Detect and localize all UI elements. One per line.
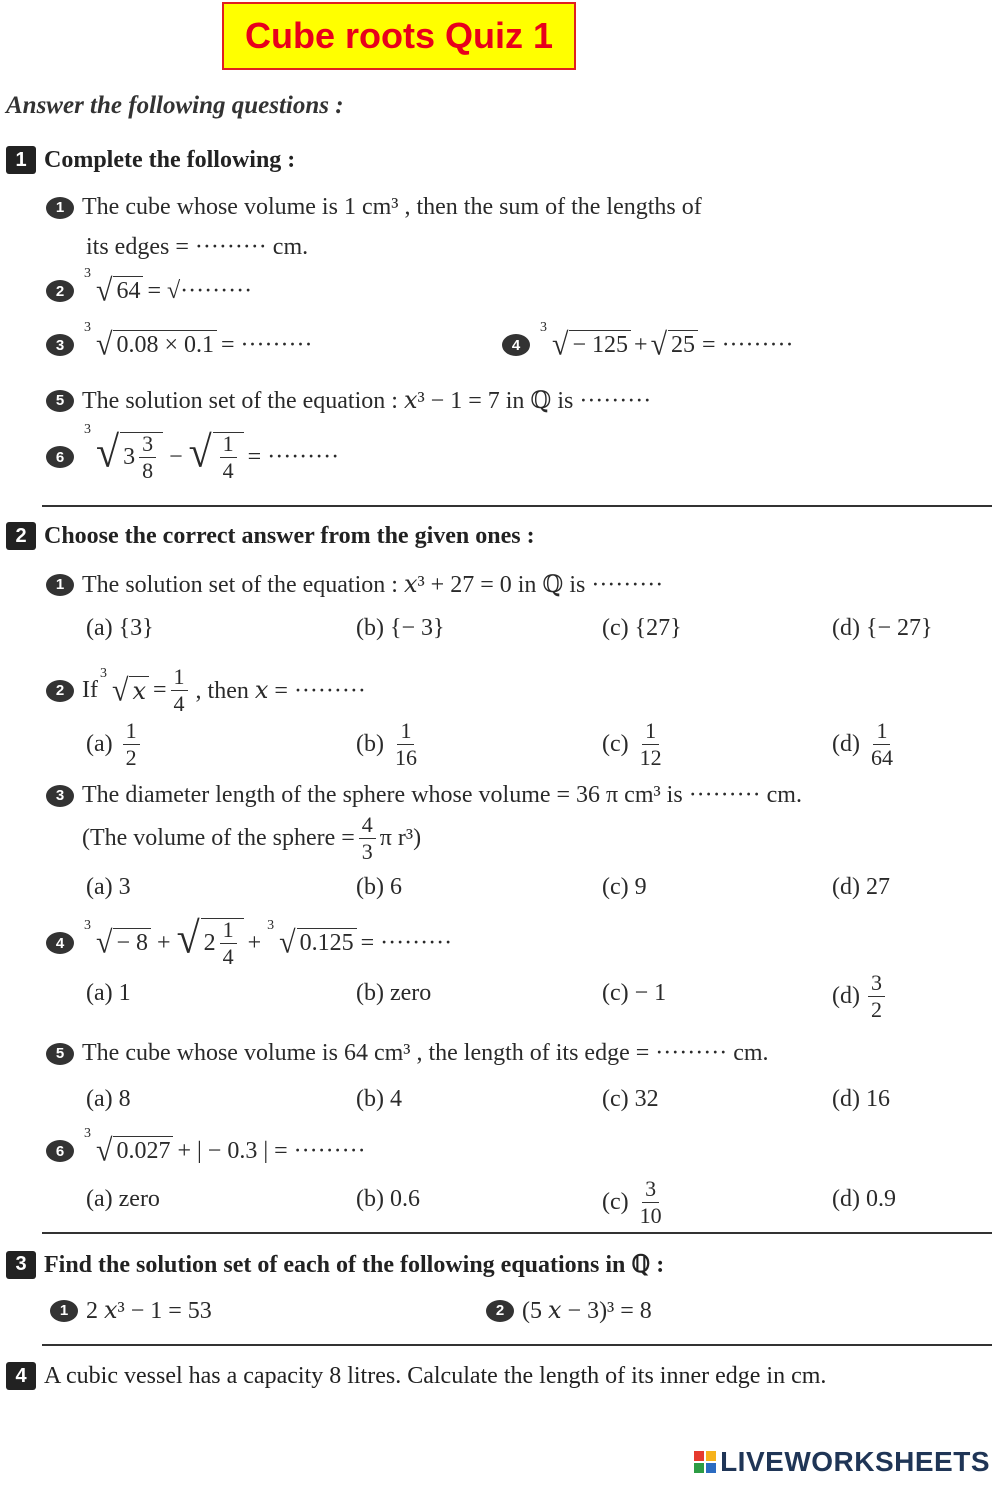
cube-root: 3 √ − 125 xyxy=(552,330,631,360)
s3-question-2 xyxy=(486,1296,652,1325)
section-divider xyxy=(42,505,992,507)
section-1-header xyxy=(6,146,295,174)
s1-question-3 xyxy=(46,320,313,362)
question-text: The solution set of the equation : 𝑥³ − 1 = 7 in ℚ is ········· xyxy=(82,388,652,414)
option-c[interactable]: (c) $\frac{3}{10}$ xyxy=(602,1176,662,1228)
option-c[interactable]: (c) $\frac{1}{12}$ xyxy=(602,718,662,770)
section-number-badge: 3 xyxy=(6,1251,36,1279)
question-text: 2 𝑥³ − 1 = 53 xyxy=(86,1298,212,1324)
question-number-badge: 4 xyxy=(502,334,530,356)
s2-question-2: 2 If 3 √ 𝑥 = $\frac{1}{4}$ , then 𝑥 = ········· xyxy=(46,666,366,715)
question-text: = ········· xyxy=(247,443,340,470)
option-d[interactable]: (d) 27 xyxy=(832,874,890,900)
option-d[interactable]: (d) {− 27} xyxy=(832,615,933,641)
option-b[interactable]: (b) 0.6 xyxy=(356,1186,420,1212)
question-text: = ········· xyxy=(702,331,794,358)
section-divider xyxy=(42,1232,992,1234)
question-number-badge: 4 xyxy=(46,932,74,954)
question-text: , then 𝑥 = ········· xyxy=(195,678,366,704)
s2-question-5 xyxy=(46,1040,769,1067)
question-number-badge: 1 xyxy=(46,574,74,596)
s2-question-3 xyxy=(46,782,802,809)
section-2-header xyxy=(6,522,535,550)
option-b[interactable]: (b) 6 xyxy=(356,874,402,900)
option-d[interactable]: (d) $\frac{1}{64}$ xyxy=(832,718,893,770)
question-text: = ········· xyxy=(360,929,453,956)
s1-question-2 xyxy=(46,266,253,308)
question-number-badge: 3 xyxy=(46,785,74,807)
section-number-badge: 2 xyxy=(6,522,36,550)
liveworksheets-logo: LIVEWORKSHEETS xyxy=(694,1446,990,1478)
question-text: + | − 0.3 | = ········· xyxy=(177,1137,366,1164)
question-number-badge: 3 xyxy=(46,334,74,356)
question-number-badge: 6 xyxy=(46,446,74,468)
option-c[interactable]: (c) − 1 xyxy=(602,980,667,1006)
option-d[interactable]: (d) 16 xyxy=(832,1086,890,1112)
option-a[interactable]: (a) $\frac{1}{2}$ xyxy=(86,720,144,769)
question-number-badge: 5 xyxy=(46,1043,74,1065)
section-divider xyxy=(42,1344,992,1346)
option-d[interactable]: (d) 0.9 xyxy=(832,1186,896,1212)
square-root: √ 2 $\frac{1}{4}$ xyxy=(177,918,244,968)
question-text: = ········· xyxy=(221,331,313,358)
option-a[interactable]: (a) zero xyxy=(86,1186,160,1212)
section-number-badge: 1 xyxy=(6,146,36,174)
section-3-header xyxy=(6,1250,664,1279)
cube-root: 3 √ − 8 xyxy=(96,928,151,958)
option-c[interactable]: (c) {27} xyxy=(602,615,682,641)
question-number-badge: 5 xyxy=(46,390,74,412)
option-a[interactable]: (a) 8 xyxy=(86,1086,131,1112)
s1-question-5 xyxy=(46,386,651,415)
question-number-badge: 2 xyxy=(46,680,74,702)
s2-question-3-hint: (The volume of the sphere = $\frac{4}{3}$ π r³) xyxy=(82,812,422,864)
option-c[interactable]: (c) 9 xyxy=(602,874,647,900)
question-number-badge: 1 xyxy=(46,197,74,219)
cube-root: 3 √ 0.027 xyxy=(96,1136,173,1166)
cube-root: 3 √ 64 xyxy=(96,276,143,306)
s2-question-4: 4 3 √ − 8 + √ 2 $\frac{1}{4}$ + 3 √ 0.125 = ········· xyxy=(46,918,452,968)
option-b[interactable]: (b) $\frac{1}{16}$ xyxy=(356,718,417,770)
section-number-badge: 4 xyxy=(6,1362,36,1390)
s2-question-1 xyxy=(46,570,663,599)
question-text: The diameter length of the sphere whose volume = 36 π cm³ is ········· cm. xyxy=(82,782,802,808)
cube-root: 3 √ 0.08 × 0.1 xyxy=(96,330,217,360)
instructions: Answer the following questions : xyxy=(6,92,344,119)
s3-question-1 xyxy=(50,1296,212,1325)
logo-icon xyxy=(694,1451,716,1473)
option-a[interactable]: (a) 1 xyxy=(86,980,131,1006)
cube-root: 3 √ 𝑥 xyxy=(112,676,149,706)
section-4-header xyxy=(6,1362,826,1390)
square-root: √ 25 xyxy=(651,330,698,360)
option-d[interactable]: (d) $\frac{3}{2}$ xyxy=(832,972,889,1021)
question-number-badge: 2 xyxy=(486,1300,514,1322)
option-c[interactable]: (c) 32 xyxy=(602,1086,659,1112)
option-a[interactable]: (a) {3} xyxy=(86,615,154,641)
s1-question-6: 6 3 √ 3 $\frac{3}{8}$ − √ $\frac{1}{4}$ = ········· xyxy=(46,432,339,482)
question-text: (5 𝑥 − 3)³ = 8 xyxy=(522,1298,652,1324)
question-number-badge: 6 xyxy=(46,1140,74,1162)
question-text: The solution set of the equation : 𝑥³ + 27 = 0 in ℚ is ········· xyxy=(82,572,664,598)
s1-question-1-cont: its edges = ········· cm. xyxy=(86,234,309,260)
section-title: Find the solution set of each of the following equations in ℚ : xyxy=(44,1252,665,1278)
question-number-badge: 1 xyxy=(50,1300,78,1322)
question-number-badge: 2 xyxy=(46,280,74,302)
s1-question-1 xyxy=(46,194,702,221)
fraction: $\frac{1}{4}$ xyxy=(171,666,188,715)
option-b[interactable]: (b) {− 3} xyxy=(356,615,445,641)
square-root: √ $\frac{1}{4}$ xyxy=(189,432,244,482)
option-b[interactable]: (b) zero xyxy=(356,980,432,1006)
s1-question-4: 4 3 √ − 125 + √ 25 = ········· xyxy=(502,330,794,360)
question-text: = √········· xyxy=(147,277,253,304)
cube-root: 3 √ 0.125 xyxy=(279,928,356,958)
option-a[interactable]: (a) 3 xyxy=(86,874,131,900)
cube-root: 3 √ 3 $\frac{3}{8}$ xyxy=(96,432,163,482)
question-text: The cube whose volume is 1 cm³ , then the sum of the lengths of xyxy=(82,194,702,220)
quiz-title: Cube roots Quiz 1 xyxy=(222,2,576,70)
question-text: The cube whose volume is 64 cm³ , the length of its edge = ········· cm. xyxy=(82,1040,769,1066)
option-b[interactable]: (b) 4 xyxy=(356,1086,402,1112)
s2-question-6 xyxy=(46,1126,366,1168)
section-title: Choose the correct answer from the given ones : xyxy=(44,522,535,549)
section-title: Complete the following : xyxy=(44,146,296,173)
section-title: A cubic vessel has a capacity 8 litres. Calculate the length of its inner edge in cm. xyxy=(44,1362,827,1389)
